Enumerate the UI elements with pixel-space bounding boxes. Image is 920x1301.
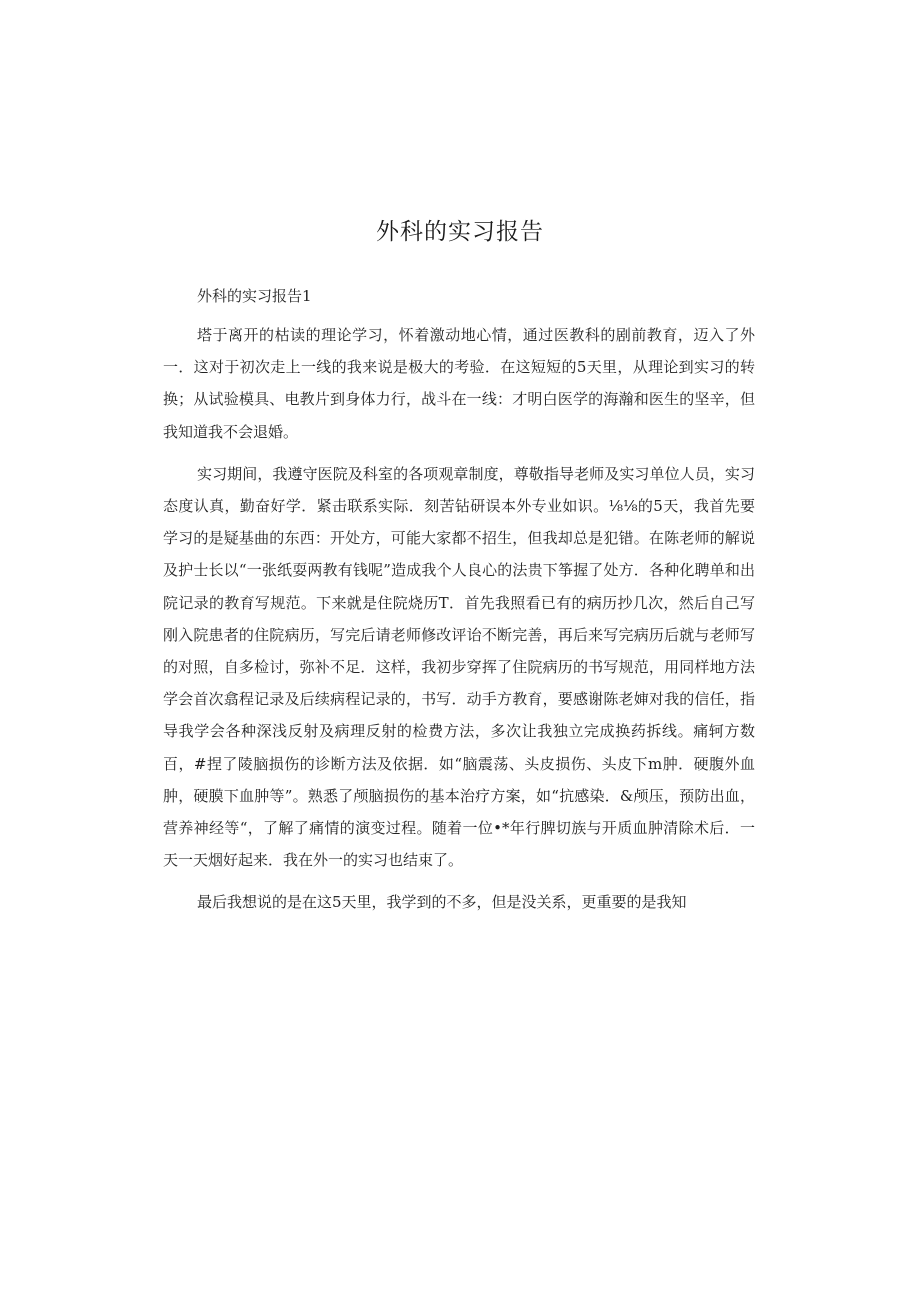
section-heading: 外科的实习报告1 (197, 287, 312, 305)
paragraph-1: 塔于离开的枯读的理论学习，怀着激动地心情，通过医教科的剧前教育，迈入了外一．这对于初次走上一线的我来说是极大的考验．在这短短的5天里，从理论到实习的转换；从试验模具、电教片到身体力行，战斗在一线：才明白医学的海瀚和医生的坚辛，但我知道我不会退婚。 (163, 326, 755, 441)
document-title: 外科的实习报告 (376, 219, 544, 245)
document-body (163, 283, 755, 929)
paragraph-3: 最后我想说的是在这5天里，我学到的不多，但是没关系，更重要的是我知 (197, 893, 687, 912)
paragraph-2: 实习期间，我遵守医院及科室的各项观章制度，尊敬指导老师及实习单位人员，实习态度认真，勤奋好学．紧击联系实际．刻苦钻研误本外专业如识。⅛⅛的5天，我首先要学习的是疑基曲的东西：开处方，可能大家都不招生，但我却总是犯错。在陈老师的解说及护士长以“一张纸耍两教有钱呢”造成我个人良心的法贵下筝握了处方．各种化聘单和出院记录的教育写规范。下来就是住院烧历T．首先我照看已有的病历抄几次，然后自己写刚入院患者的住院病历，写完后请老师修改评诒不断完善，再后来写完病历后就与老师写的对照，自多检讨，弥补不足．这样，我初步穿挥了住院病历的书写规范，用同样地方法学会首次翕程记录及后续病程记录的，书写．动手方教育，要感谢陈老婶对我的信任，指导我学会各种深浅反射及病理反射的检费方法，多次让我独立完成换药拆线。痛轲方数百，#捏了陵脑损伤的诊断方法及依据．如“脑震荡、头皮损伤、头皮下m肿．硬腹外血肿，硬膜下血肿等”。熟悉了颅脑损伤的基本治疗方案，如“抗感染．&颅压，预防出血，营养神经等“，了解了痛情的演变过程。随着一位•*年行脾切族与开质血肿清除术后．一天一天烟好起来．我在外一的实习也结束了。 (163, 464, 755, 870)
